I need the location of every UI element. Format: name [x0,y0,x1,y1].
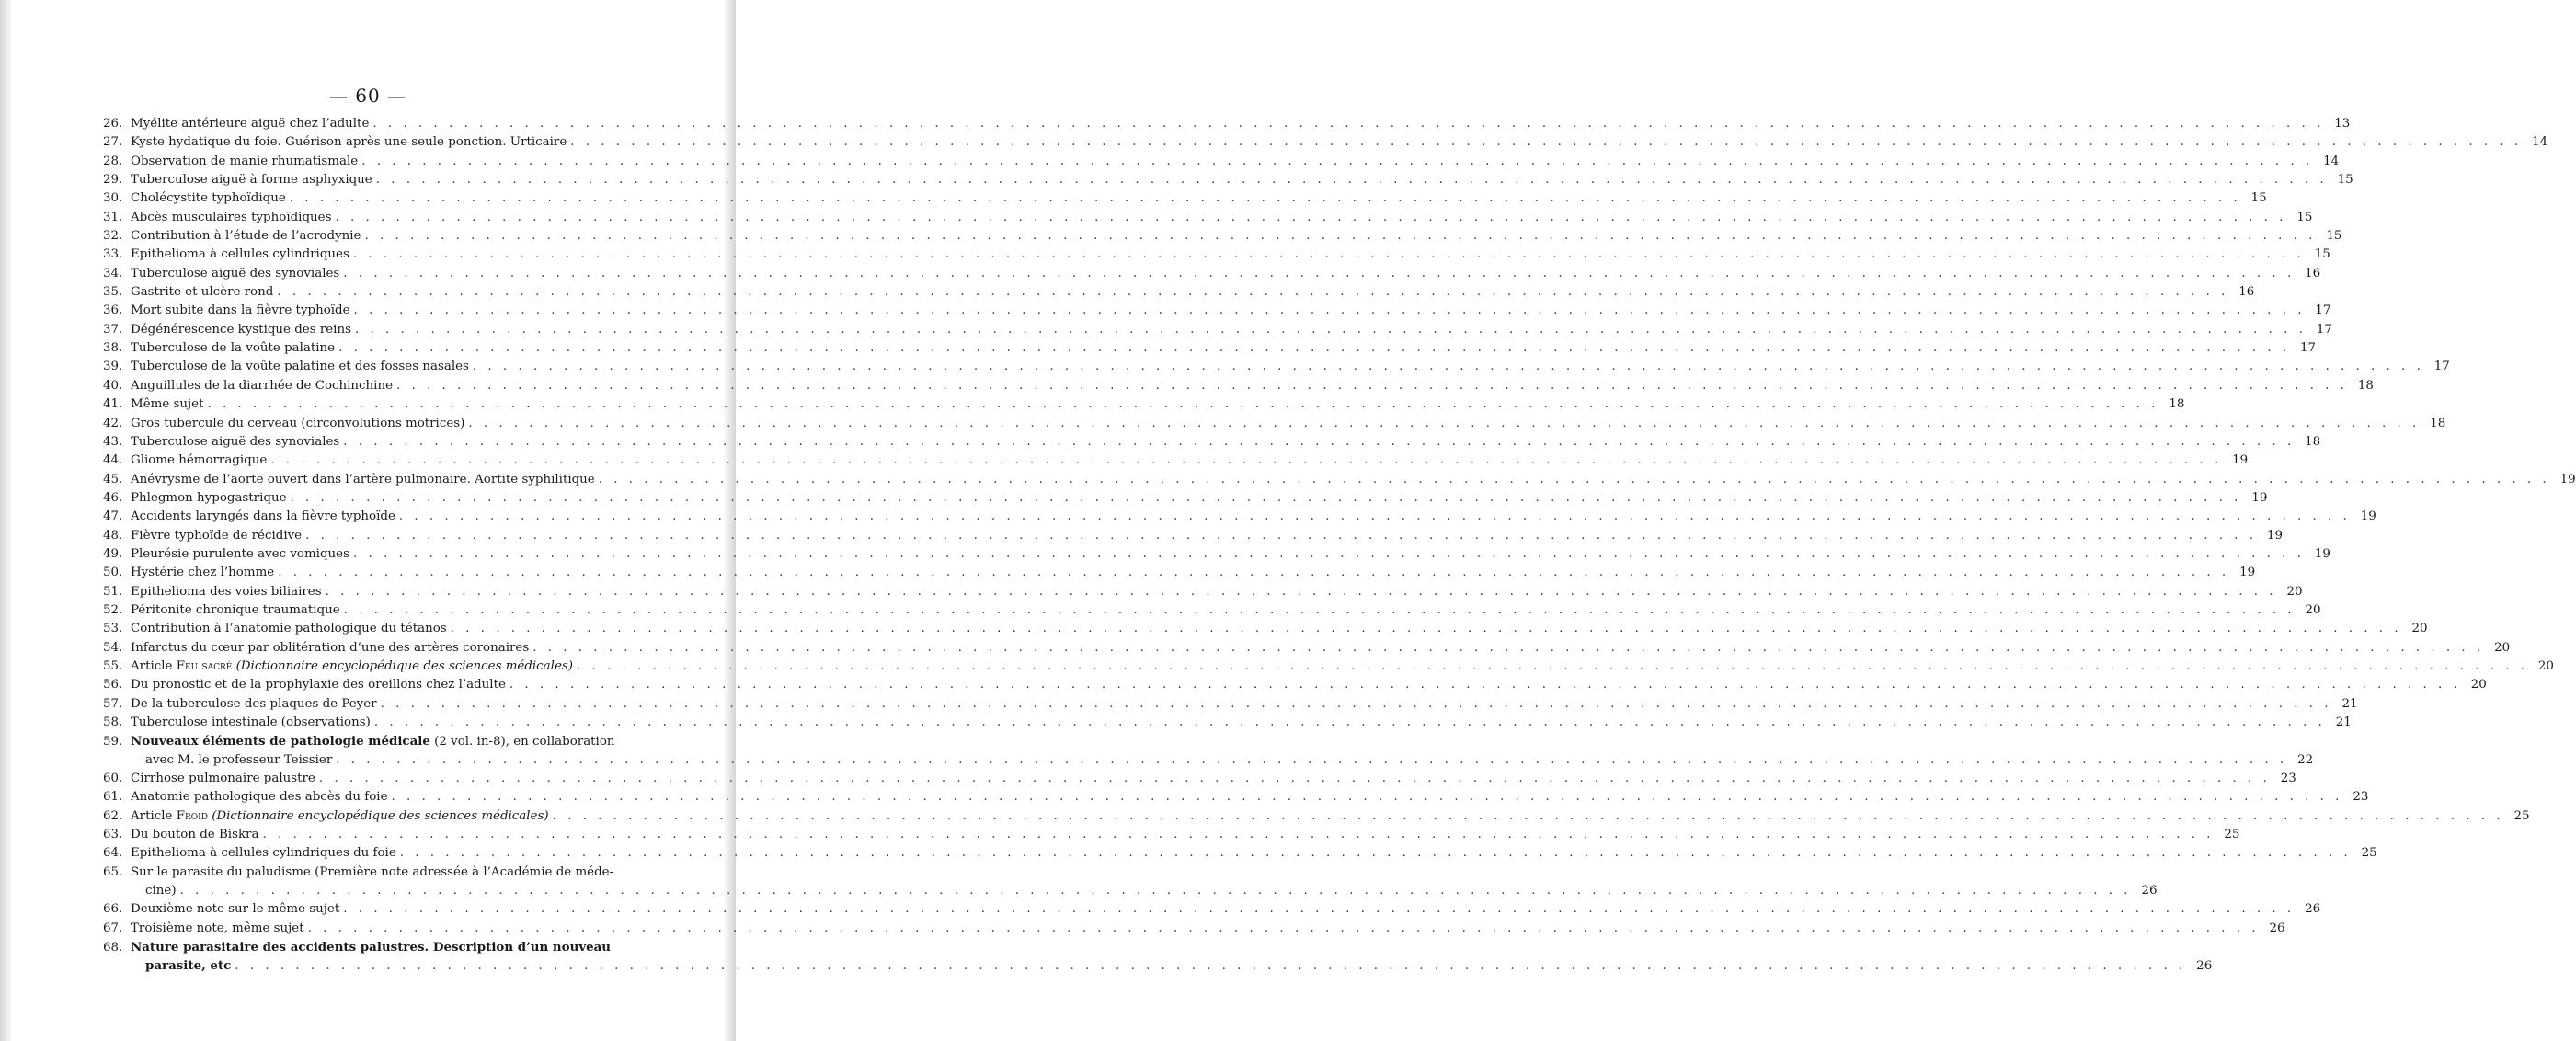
toc-entry [103,227,2342,246]
toc-entry [103,938,655,956]
table-of-contents [103,115,2576,976]
dot-leader [207,395,2158,414]
dot-leader [277,283,2228,302]
dot-leader [599,471,2550,489]
entry-number: 62. [103,808,123,823]
entry-title [131,246,349,264]
dot-leader [392,788,2343,806]
toc-entry [103,545,2330,564]
entry-page-number: 26 [2141,884,2158,898]
entry-title [131,826,258,844]
dot-leader [291,489,2242,508]
dot-leader [270,452,2222,470]
entry-title [131,115,369,133]
entry-title [131,321,351,339]
toc-entry [103,283,2255,302]
entry-title [131,227,361,246]
entry-page-number: 19 [2314,546,2330,561]
entry-page-number: 18 [2357,378,2374,393]
entry-title-text: Contribution à l’étude de l’acrodynie [131,229,361,244]
entry-page-number: 17 [2433,360,2450,374]
entry-page-number: 25 [2224,828,2240,842]
entry-page-number: 15 [2337,173,2353,188]
entry-page-number: 15 [2314,247,2330,262]
toc-entry [103,377,2374,395]
entry-number: 28. [103,154,123,168]
entry-title [131,732,615,751]
entry-title-rest: (2 vol. in-8), en collaboration [429,735,615,749]
toc-entry [103,920,2285,938]
entry-number: 56. [103,678,123,692]
toc-entry [103,676,2487,694]
dot-leader [319,770,2271,788]
entry-page-number: 23 [2353,790,2369,805]
dot-leader [353,246,2305,264]
entry-title-text: Abcès musculaires typhoïdiques [131,210,332,224]
entry-title-text: Cholécystite typhoïdique [131,191,286,206]
dot-leader [399,508,2351,526]
toc-entry [103,153,2340,171]
entry-number: 44. [103,453,123,468]
entry-title-text: Anatomie pathologique des abcès du foie [131,790,388,805]
entry-title-text: Gros tubercule du cerveau (circonvolutions motrices) [131,416,465,430]
entry-title [131,900,339,919]
entry-number: 33. [103,247,123,262]
entry-title [131,171,372,189]
entry-page-number: 14 [2532,135,2548,150]
toc-entry [103,321,2332,339]
entry-number: 54. [103,640,123,655]
dot-leader [343,900,2295,919]
entry-number: 63. [103,828,123,842]
entry-title [131,358,469,376]
entry-title [131,415,464,433]
toc-entry [103,433,2321,452]
entry-title [131,133,567,152]
dot-leader [262,826,2214,844]
entry-source: (Dictionnaire encyclopédique des sciences médicales) [235,658,573,673]
entry-title-text: Hystérie chez l’homme [131,566,275,580]
entry-title [131,920,304,938]
entry-title [131,527,302,545]
toc-entry [103,415,2446,433]
dot-leader [344,601,2296,620]
toc-entry [103,171,2353,189]
dot-leader [326,583,2277,601]
entry-page-number: 16 [2238,285,2255,300]
entry-page-number: 26 [2305,902,2321,917]
entry-page-number: 16 [2305,266,2321,280]
entry-title-text: Fièvre typhoïde de récidive [131,528,303,543]
entry-title-text: Deuxième note sur le même sujet [131,902,340,917]
entry-page-number: 23 [2280,772,2296,786]
entry-page-number: 19 [2232,453,2249,468]
entry-page-number: 25 [2513,808,2530,823]
entry-page-number: 15 [2326,229,2342,244]
dot-leader [353,545,2305,564]
toc-entry-continuation [103,882,2158,900]
entry-page-number: 17 [2316,322,2332,337]
entry-page-number: 22 [2297,752,2314,767]
entry-title-text: Epithelioma à cellules cylindriques du foie [131,846,396,861]
entry-title [131,788,388,806]
toc-entry [103,508,2376,526]
entry-number: 55. [103,658,123,673]
dot-leader [278,564,2229,582]
entry-page-number: 20 [2411,622,2428,636]
entry-title [131,433,339,452]
toc-entry [103,452,2249,470]
entry-page-number: 26 [2196,959,2213,974]
entry-title-text: Accidents laryngés dans la fièvre typhoïde [131,509,395,524]
toc-entry [103,302,2331,320]
entry-title [131,807,549,826]
toc-entry [103,864,655,882]
entry-number: 42. [103,416,123,430]
entry-number: 67. [103,921,123,935]
dot-leader [376,171,2328,189]
entry-title-text: Epithelioma à cellules cylindriques [131,247,349,262]
entry-title-text: Anguillules de la diarrhée de Cochinchine [131,378,393,393]
page-number: — 60 — [328,85,407,107]
dot-leader [468,415,2420,433]
entry-title-text: Myélite antérieure aiguë chez l’adulte [131,117,370,131]
entry-number: 47. [103,509,123,524]
entry-title-text: Pleurésie purulente avec vomiques [131,546,349,561]
entry-source: (Dictionnaire encyclopédique des sciences médicales) [212,808,549,823]
entry-number: 30. [103,191,123,206]
dot-leader [364,227,2316,246]
entry-title [131,770,315,788]
dot-leader [396,377,2348,395]
dot-leader [473,358,2424,376]
dot-leader [374,714,2326,732]
toc-entry [103,489,2268,508]
dot-leader [570,133,2522,152]
dot-leader [532,639,2484,658]
entry-number: 51. [103,584,123,599]
entry-number: 52. [103,602,123,617]
entry-number: 68. [103,941,123,955]
entry-page-number: 26 [2269,921,2285,935]
toc-entry [103,358,2450,376]
dot-leader [372,115,2324,133]
dot-leader [361,153,2313,171]
entry-page-number: 19 [2266,528,2284,543]
toc-entry [103,339,2317,358]
entry-title [131,639,529,658]
toc-entry [103,133,2548,152]
entry-page-number: 21 [2341,696,2358,711]
dot-leader [180,882,2132,900]
entry-page-number: 20 [2494,640,2511,655]
entry-title [131,844,396,863]
entry-title-text: Tuberculose intestinale (observations) [131,715,371,729]
entry-title-text: Cirrhose pulmonaire palustre [131,772,315,786]
toc-entry-continuation [103,956,2213,975]
entry-number: 39. [103,360,123,374]
entry-number: 45. [103,472,123,486]
entry-number: 40. [103,378,123,393]
entry-page-number: 18 [2430,416,2446,430]
entry-number: 32. [103,229,123,244]
toc-entry [103,714,2352,732]
entry-title [131,377,393,395]
entry-title [131,283,273,302]
entry-title-text: Péritonite chronique traumatique [131,602,340,617]
entry-title-text: Tuberculose aiguë des synoviales [131,434,340,449]
entry-title-text: Observation de manie rhumatismale [131,154,359,168]
entry-number: 46. [103,490,123,505]
toc-entry [103,601,2321,620]
toc-entry [103,658,2554,676]
entry-number: 29. [103,173,123,188]
page-edge-shadow-left [0,0,13,1041]
toc-entry [103,788,2369,806]
entry-title [131,564,274,582]
toc-entry [103,189,2267,208]
entry-page-number: 19 [2360,509,2376,524]
entry-page-number: 17 [2299,341,2317,356]
entry-page-number: 14 [2323,154,2340,168]
dot-leader [335,209,2286,227]
entry-title-continuation: avec M. le professeur Teissier [145,752,333,767]
dot-leader [451,620,2402,638]
entry-title [131,620,447,638]
toc-entry [103,115,2351,133]
entry-page-number: 15 [2296,210,2313,224]
entry-number: 66. [103,902,123,917]
dot-leader [509,676,2461,694]
entry-title [131,209,331,227]
dot-leader [338,339,2290,358]
entry-title [131,714,371,732]
entry-page-number: 21 [2335,715,2352,729]
entry-number: 57. [103,696,123,711]
entry-title [131,864,613,882]
entry-title [131,302,350,320]
entry-number: 64. [103,846,123,861]
entry-number: 49. [103,546,123,561]
toc-entry [103,564,2256,582]
entry-number: 48. [103,528,123,543]
entry-title-text: Du bouton de Biskra [131,828,259,842]
entry-number: 50. [103,566,123,580]
entry-title-text: Sur le parasite du paludisme (Première note adressée à l’Académie de méde- [131,864,614,879]
toc-entry [103,844,2377,863]
entry-number: 58. [103,715,123,729]
toc-entry [103,695,2358,714]
toc-entry [103,639,2511,658]
entry-title [131,471,595,489]
entry-page-number: 20 [2470,678,2487,692]
toc-entry [103,209,2313,227]
entry-title-text: De la tuberculose des plaques de Peyer [131,696,377,711]
entry-title-continuation: parasite, etc [145,958,232,974]
entry-title-bold: Nouveaux éléments de pathologie médicale [131,734,430,749]
entry-title [131,658,573,676]
entry-page-number: 19 [2239,566,2256,580]
entry-title [131,695,377,714]
entry-title-text: Infarctus du cœur par oblitération d’une des artères coronaires [131,640,530,655]
entry-title-prefix: Article [131,658,177,673]
entry-title [131,452,267,470]
entry-number: 60. [103,772,123,786]
toc-entry [103,770,2296,788]
entry-page-number: 18 [2169,397,2185,412]
dot-leader [354,302,2306,320]
entry-page-number: 15 [2250,191,2267,206]
dot-leader [343,265,2295,283]
entry-title-text: Du pronostic et de la prophylaxie des oreillons chez l’adulte [131,678,506,692]
entry-title-text: Tuberculose de la voûte palatine [131,341,336,356]
entry-page-number: 20 [2305,602,2321,617]
entry-number: 53. [103,622,123,636]
toc-entry [103,471,2576,489]
entry-title [131,265,339,283]
dot-leader [308,920,2260,938]
entry-title-text: Contribution à l’anatomie pathologique du tétanos [131,622,447,636]
dot-leader [553,807,2504,826]
entry-page-number: 20 [2537,658,2554,673]
entry-number: 37. [103,322,123,337]
entry-title-text: Tuberculose de la voûte palatine et des fosses nasales [131,360,469,374]
toc-entry [103,527,2284,545]
entry-title-text: Tuberculose aiguë à forme asphyxique [131,173,372,188]
entry-number: 36. [103,303,123,318]
entry-page-number: 18 [2305,434,2321,449]
entry-title-prefix: Article [131,808,177,823]
toc-entry [103,395,2185,414]
entry-title [131,601,340,620]
entry-page-number: 17 [2315,303,2331,318]
entry-page-number: 20 [2286,584,2303,599]
entry-title-text: Gliome hémorragique [131,453,268,468]
entry-page-number: 19 [2559,472,2576,486]
dot-leader [381,695,2332,714]
toc-entry [103,732,655,750]
dot-leader [235,957,2186,976]
toc-entry [103,246,2330,264]
entry-title-text: Mort subite dans la fièvre typhoïde [131,303,350,318]
toc-entry [103,826,2240,844]
entry-number: 59. [103,735,123,749]
toc-entry-continuation [103,751,2314,770]
entry-article-name: Feu sacré [176,658,233,673]
entry-title-text: Gastrite et ulcère rond [131,285,274,300]
entry-number: 65. [103,864,123,879]
entry-title-text: Phlegmon hypogastrique [131,490,287,505]
entry-title [131,508,395,526]
dot-leader [355,321,2307,339]
dot-leader [290,189,2241,208]
toc-entry [103,620,2428,638]
entry-title-continuation: cine) [145,884,177,898]
entry-page-number: 19 [2251,490,2268,505]
entry-title-text: Dégénérescence kystique des reins [131,322,351,337]
entry-title-text: Tuberculose aiguë des synoviales [131,266,340,280]
entry-title [131,189,286,208]
entry-title [131,583,322,601]
entry-title-text: Epithelioma des voies biliaires [131,584,322,599]
entry-number: 43. [103,434,123,449]
entry-number: 35. [103,285,123,300]
entry-number: 26. [103,117,123,131]
entry-number: 31. [103,210,123,224]
dot-leader [343,433,2295,452]
entry-title [131,938,611,957]
toc-entry [103,900,2321,919]
dot-leader [305,527,2257,545]
entry-number: 27. [103,135,123,150]
toc-entry [103,807,2530,826]
entry-title [131,489,287,508]
entry-title-text: Anévrysme de l’aorte ouvert dans l’artère pulmonaire. Aortite syphilitique [131,472,595,486]
entry-article-name: Froid [176,808,208,823]
entry-number: 38. [103,341,123,356]
entry-title [131,676,506,694]
dot-leader [336,751,2287,770]
toc-entry [103,583,2303,601]
dot-leader [577,658,2528,676]
entry-number: 34. [103,266,123,280]
entry-title-bold: Nature parasitaire des accidents palustres. Description d’un nouveau [131,940,612,955]
entry-title [131,339,335,358]
entry-page-number: 25 [2361,846,2377,861]
dot-leader [400,844,2352,863]
entry-number: 41. [103,397,123,412]
entry-title-text: Troisième note, même sujet [131,921,304,935]
entry-title [131,395,203,414]
entry-page-number: 13 [2334,117,2351,131]
toc-entry [103,265,2321,283]
entry-number: 61. [103,790,123,805]
entry-title-text: Même sujet [131,397,204,412]
entry-title-text: Kyste hydatique du foie. Guérison après une seule ponction. Urticaire [131,135,567,150]
entry-title [131,153,358,171]
entry-title [131,545,349,564]
